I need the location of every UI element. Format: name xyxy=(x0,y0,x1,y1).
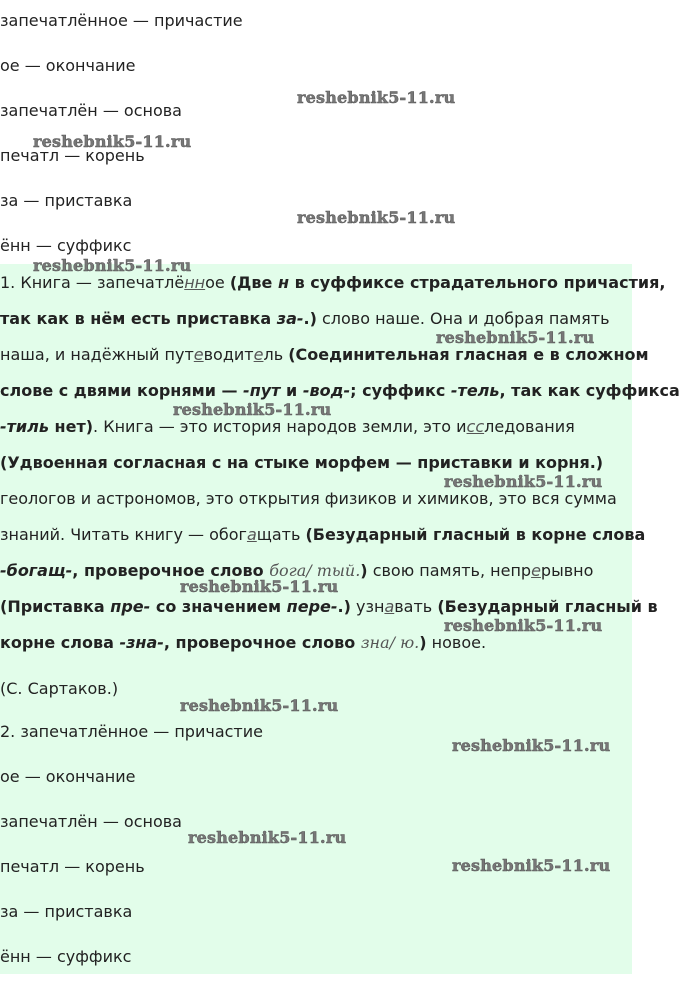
watermark: reshebnik5-11.ru xyxy=(180,577,339,596)
watermark: reshebnik5-11.ru xyxy=(33,256,192,275)
watermark: reshebnik5-11.ru xyxy=(33,132,192,151)
text-line: -тиль нет). Книга — это история народов земли, это исследования xyxy=(0,417,575,436)
watermark: reshebnik5-11.ru xyxy=(297,208,456,227)
watermark: reshebnik5-11.ru xyxy=(173,400,332,419)
morph-line: ённ — суффикс xyxy=(0,236,132,255)
watermark: reshebnik5-11.ru xyxy=(297,88,456,107)
morph-line: запечатлённое — причастие xyxy=(0,11,243,30)
text-line: знаний. Читать книгу — обогащать (Безударный гласный в корне слова xyxy=(0,525,646,544)
text-line: -богащ-, проверочное слово бога/ тый.) свою память, непрерывно xyxy=(0,561,594,580)
text-line: (Приставка пре- со значением пере-.) узнавать (Безударный гласный в xyxy=(0,597,658,616)
watermark: reshebnik5-11.ru xyxy=(188,828,347,847)
morph-line: за — приставка xyxy=(0,902,133,921)
text-line: так как в нём есть приставка за-.) слово наше. Она и добрая память xyxy=(0,309,610,328)
watermark: reshebnik5-11.ru xyxy=(444,472,603,491)
morph-line: ое — окончание xyxy=(0,767,136,786)
watermark: reshebnik5-11.ru xyxy=(444,616,603,635)
watermark: reshebnik5-11.ru xyxy=(452,856,611,875)
morph-line: ённ — суффикс xyxy=(0,947,132,966)
author-line: (С. Сартаков.) xyxy=(0,679,119,698)
morph-line: ое — окончание xyxy=(0,56,136,75)
morph-line: за — приставка xyxy=(0,191,133,210)
text-line: корне слова -зна-, проверочное слово зна/ ю.) новое. xyxy=(0,633,487,652)
morph-line: 2. запечатлённое — причастие xyxy=(0,722,263,741)
text-line: геологов и астрономов, это открытия физиков и химиков, это вся сумма xyxy=(0,489,617,508)
watermark: reshebnik5-11.ru xyxy=(180,696,339,715)
morph-line: печатл — корень xyxy=(0,857,145,876)
text-line: слове с двями корнями — -пут и -вод-; суффикс -тель, так как суффикса xyxy=(0,381,680,400)
watermark: reshebnik5-11.ru xyxy=(452,736,611,755)
text-line: 1. Книга — запечатлённое (Две н в суффиксе страдательного причастия, xyxy=(0,273,666,292)
text-line: (Удвоенная согласная с на стыке морфем — приставки и корня.) xyxy=(0,453,604,472)
morph-line: печатл — корень xyxy=(0,146,145,165)
morph-line: запечатлён — основа xyxy=(0,812,182,831)
text-line: наша, и надёжный путеводитель (Соединительная гласная е в сложном xyxy=(0,345,649,364)
morph-line: запечатлён — основа xyxy=(0,101,182,120)
watermark: reshebnik5-11.ru xyxy=(436,328,595,347)
